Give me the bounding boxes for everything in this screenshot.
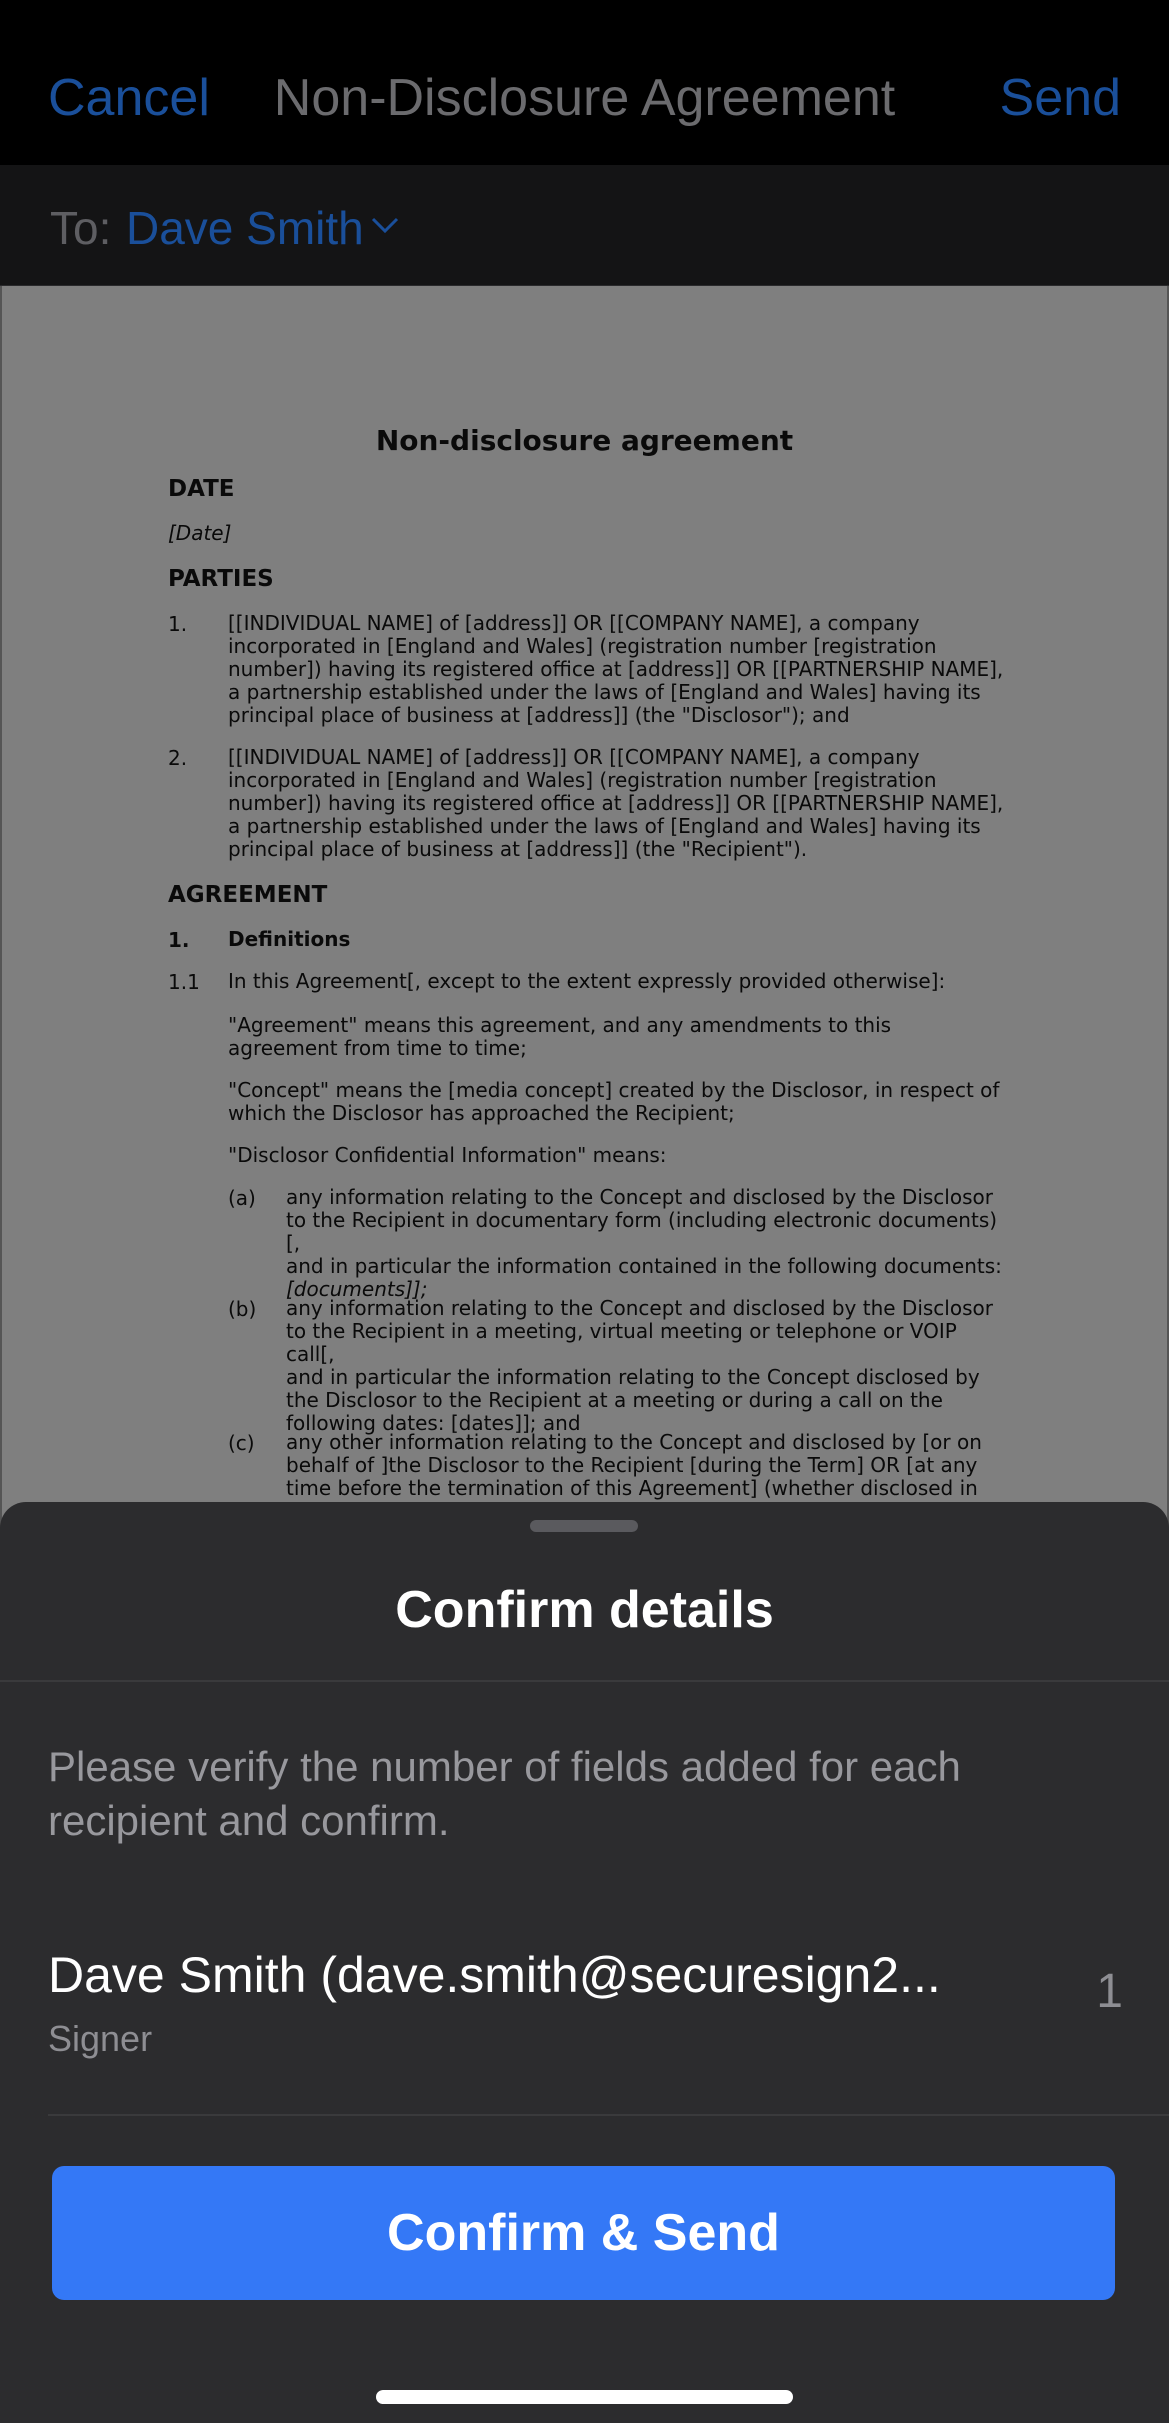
recipient-selector[interactable]: Dave Smith bbox=[126, 202, 364, 254]
date-heading: DATE bbox=[168, 476, 235, 502]
definition-confidential-info: "Disclosor Confidential Information" means: bbox=[228, 1143, 667, 1167]
clause-text: In this Agreement[, except to the extent expressly provided otherwise]: bbox=[228, 969, 946, 993]
navigation-bar bbox=[0, 0, 1169, 165]
confirm-send-button[interactable]: Confirm & Send bbox=[52, 2166, 1115, 2300]
section-title: Definitions bbox=[228, 927, 351, 951]
divider bbox=[48, 2114, 1169, 2116]
definition-concept: "Concept" means the [media concept] created by the Disclosor, in respect of which the Disclosor has approached the Recipient; bbox=[228, 1078, 1000, 1125]
recipient-role: Signer bbox=[48, 2018, 153, 2059]
field-count: 1 bbox=[1096, 1965, 1123, 2018]
sheet-grabber-handle[interactable] bbox=[530, 1520, 638, 1532]
party-number: 2. bbox=[168, 746, 188, 770]
document-preview[interactable] bbox=[0, 286, 1169, 1546]
clause-number: 1.1 bbox=[168, 970, 200, 994]
sub-clause-label: (c) bbox=[228, 1431, 255, 1455]
confirm-details-sheet bbox=[0, 1502, 1169, 2423]
definition-agreement: "Agreement" means this agreement, and any amendments to this agreement from time to time; bbox=[228, 1013, 892, 1060]
recipient-row bbox=[0, 165, 1169, 287]
section-number: 1. bbox=[168, 928, 190, 952]
sub-clause-b: any information relating to the Concept and disclosed by the Disclosor to the Recipient in a meeting, virtual meeting or telephone or VOIP call[, and in particular the information relating to the Concept disclosed by the Disclosor to the Recipient at a meeting or during a call on the following dates: [dates]]; and bbox=[286, 1296, 993, 1435]
sub-clause-label: (a) bbox=[228, 1186, 256, 1210]
cancel-button[interactable]: Cancel bbox=[48, 69, 210, 127]
agreement-heading: AGREEMENT bbox=[168, 882, 328, 908]
chevron-down-icon[interactable] bbox=[370, 215, 400, 235]
sub-clause-label: (b) bbox=[228, 1297, 257, 1321]
date-value: [Date] bbox=[168, 521, 232, 545]
divider bbox=[0, 1680, 1169, 1682]
sub-clause-c: any other information relating to the Concept and disclosed by [or on behalf of ]the Disclosor to the Recipient [during the Term] OR [at any time before the termination of this Agreement] (whether disclosed in bbox=[286, 1430, 982, 1500]
to-label: To: bbox=[50, 202, 112, 254]
page-title: Non-Disclosure Agreement bbox=[273, 69, 896, 127]
home-indicator[interactable] bbox=[376, 2390, 793, 2404]
party-2-text: [[INDIVIDUAL NAME] of [address]] OR [[COMPANY NAME], a company incorporated in [England and Wales] (registration number [registration number]) having its registered office at [address]] OR [[PARTNERSHIP NAME], a partnership established under the laws of [England and Wales] having its principal place of business at [address]] (the "Recipient"). bbox=[228, 745, 1004, 861]
parties-heading: PARTIES bbox=[168, 566, 274, 592]
send-button[interactable]: Send bbox=[999, 69, 1121, 127]
sheet-title: Confirm details bbox=[395, 1581, 774, 1639]
document-title: Non-disclosure agreement bbox=[375, 424, 794, 457]
recipient-name: Dave Smith (dave.smith@securesign2... bbox=[48, 1947, 941, 2003]
party-1-text: [[INDIVIDUAL NAME] of [address]] OR [[COMPANY NAME], a company incorporated in [England and Wales] (registration number [registration number]) having its registered office at [address]] OR [[PARTNERSHIP NAME], a partnership established under the laws of [England and Wales] having its principal place of business at [address]] (the "Disclosor"); and bbox=[228, 611, 1004, 727]
sub-clause-a: any information relating to the Concept and disclosed by the Disclosor to the Recipient in documentary form (including electronic documents)[, and in particular the information contained in the following documents: [documents]]; bbox=[286, 1185, 1002, 1301]
instructions-text: Please verify the number of fields added for each recipient and confirm. bbox=[48, 1743, 961, 1844]
party-number: 1. bbox=[168, 612, 188, 636]
